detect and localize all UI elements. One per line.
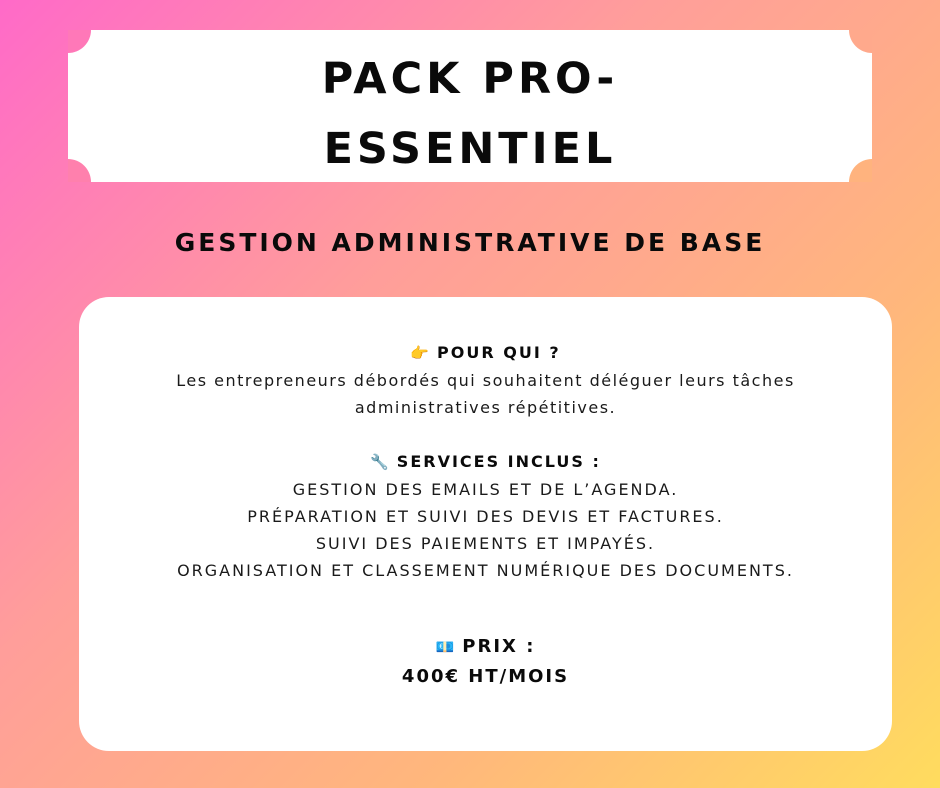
- for-whom-heading: [79, 339, 892, 367]
- price-value: 400€ HT/MOIS: [401, 666, 570, 687]
- for-whom-heading-label: POUR QUI ?: [437, 343, 561, 362]
- services-heading: [79, 448, 892, 476]
- title-banner: [68, 30, 872, 182]
- pointing-hand-icon: 👉: [410, 344, 432, 362]
- service-item: SUIVI DES PAIEMENTS ET IMPAYÉS.: [315, 534, 656, 553]
- price-heading: [79, 632, 892, 662]
- service-item: PRÉPARATION ET SUIVI DES DEVIS ET FACTURES.: [247, 507, 724, 526]
- price-heading-label: PRIX :: [462, 636, 536, 657]
- title-line-2: ESSENTIEL: [323, 124, 617, 174]
- service-item: ORGANISATION ET CLASSEMENT NUMÉRIQUE DES DOCUMENTS.: [177, 561, 794, 580]
- card-content: [79, 339, 892, 692]
- wrench-icon: 🔧: [370, 453, 391, 471]
- for-whom-text: Les entrepreneurs débordés qui souhaitent déléguer leurs tâches administratives répétitives.: [176, 371, 795, 417]
- subtitle: GESTION ADMINISTRATIVE DE BASE: [174, 228, 766, 257]
- service-item: GESTION DES EMAILS ET DE L’AGENDA.: [292, 480, 679, 499]
- content-card: [79, 297, 892, 751]
- euro-banknote-icon: 💶: [435, 638, 457, 656]
- title-line-1: PACK PRO-: [321, 54, 619, 104]
- page-title: [68, 44, 872, 182]
- services-heading-label: SERVICES INCLUS :: [396, 452, 601, 471]
